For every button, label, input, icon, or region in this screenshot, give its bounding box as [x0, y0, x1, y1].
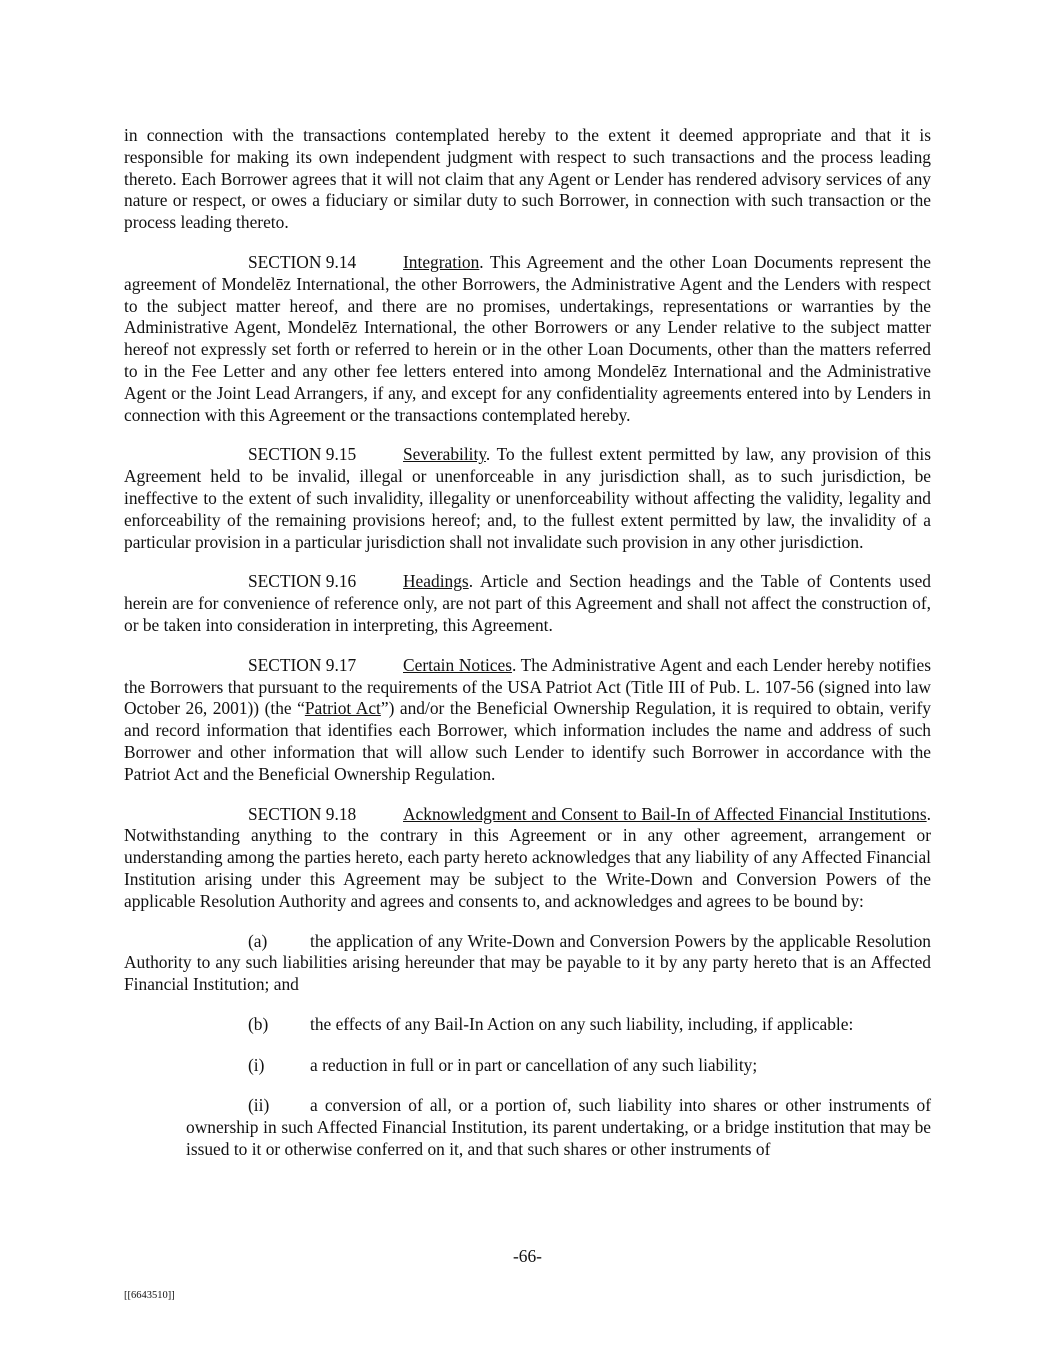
section-heading: Acknowledgment and Consent to Bail-In of Affected Financial Institutions: [403, 803, 927, 824]
clause-label: (b): [248, 1013, 269, 1034]
clause-text: the effects of any Bail-In Action on any such liability, including, if applicable:: [310, 1013, 854, 1034]
section-number: SECTION 9.15: [248, 444, 357, 465]
clause-text: the application of any Write-Down and Conversion Powers by the applicable Resolution Authority to any such liabilities arising hereunder that may be payable to it by any party hereto that is an Affected Financial Institution; and: [124, 930, 931, 995]
section-number: SECTION 9.17: [248, 654, 357, 675]
document-id: [[6643510]]: [124, 1290, 175, 1301]
section-9-16: [124, 571, 931, 636]
section-heading: Headings: [403, 571, 469, 592]
clause-b: [124, 1014, 931, 1036]
section-text: . The Administrative Agent and each Lender hereby notifies the Borrowers that pursuant to the requirements of the USA Patriot Act (Title III of Pub. L. 107-56 (signed into law October 26, 2001)) (the “: [124, 654, 931, 719]
section-text: . Article and Section headings and the Table of Contents used herein are for convenience of reference only, are not part of this Agreement and shall not affect the construction of, or be taken into consideration in interpreting, this Agreement.: [124, 571, 931, 635]
section-text: . This Agreement and the other Loan Documents represent the agreement of Mondelēz International, the other Borrowers, the Administrative Agent and the Lenders with respect to the subject matter hereof, and there are no promises, undertakings, representations or warranties by the Administrative Agent, Mondelēz International, the other Borrowers or any Lender relative to the subject matter hereof not expressly set forth or referred to herein or in the other Loan Documents, other than the matters referred to in the Fee Letter and any other fee letters entered into among Mondelēz International and the Administrative Agent or the Joint Lead Arrangers, if any, and except for any confidentiality agreements entered into by Lenders in connection with this Agreement or the transactions contemplated hereby.: [124, 251, 931, 425]
clause-label: (i): [248, 1054, 265, 1075]
section-text: . Notwithstanding anything to the contrary in this Agreement or in any other agreement, arrangement or understanding among the parties hereto, each party hereto acknowledges that any liability of any Affected Financial Institution arising under this Agreement may be subject to the Write-Down and Conversion Powers of the applicable Resolution Authority and agrees and consents to, and acknowledges and agrees to be bound by:: [124, 803, 931, 911]
section-9-15: [124, 444, 931, 553]
page-number: -66-: [513, 1246, 542, 1266]
section-heading: Integration: [403, 251, 480, 272]
section-9-17: [124, 655, 931, 786]
section-heading: Severability: [403, 444, 486, 465]
section-heading: Certain Notices: [403, 654, 512, 675]
defined-term: Patriot Act: [304, 698, 381, 719]
clause-a: [124, 931, 931, 996]
section-9-14: [124, 252, 931, 426]
clause-label: (ii): [248, 1095, 270, 1116]
section-number: SECTION 9.14: [248, 251, 357, 272]
section-9-18: [124, 804, 931, 913]
section-number: SECTION 9.18: [248, 803, 357, 824]
clause-ii: [124, 1095, 931, 1160]
clause-text: a conversion of all, or a portion of, such liability into shares or other instruments of ownership in such Affected Financial Institution, its parent undertaking, or a bridge institution that may be issued to it or otherwise conferred on it, and that such shares or other instruments of: [186, 1095, 931, 1160]
section-number: SECTION 9.16: [248, 571, 357, 592]
clause-label: (a): [248, 930, 268, 951]
section-text: ”) and/or the Beneficial Ownership Regulation, it is required to obtain, verify and record information that identifies each Borrower, which information includes the name and address of such Borrower and other information that will allow such Lender to identify such Borrower in accordance with the Patriot Act and the Beneficial Ownership Regulation.: [124, 698, 932, 784]
section-text: . To the fullest extent permitted by law, any provision of this Agreement held to be invalid, illegal or unenforceable in any jurisdiction shall, as to such jurisdiction, be ineffective to the extent of such invalidity, illegality or unenforceability without affecting the validity, legality and enforceability of the remaining provisions hereof; and, to the fullest extent permitted by law, the invalidity of a particular provision in a particular jurisdiction shall not invalidate such provision in any other jurisdiction.: [124, 444, 931, 552]
intro-paragraph: in connection with the transactions contemplated hereby to the extent it deemed appropriate and that it is responsible for making its own independent judgment with respect to such transactions and the process leading thereto. Each Borrower agrees that it will not claim that any Agent or Lender has rendered advisory services of any nature or respect, or owes a fiduciary or similar duty to such Borrower, in connection with such transaction or the process leading thereto.: [124, 125, 931, 233]
clause-text: a reduction in full or in part or cancellation of any such liability;: [310, 1054, 758, 1075]
clause-i: [124, 1055, 931, 1077]
document-body: [124, 125, 931, 1161]
